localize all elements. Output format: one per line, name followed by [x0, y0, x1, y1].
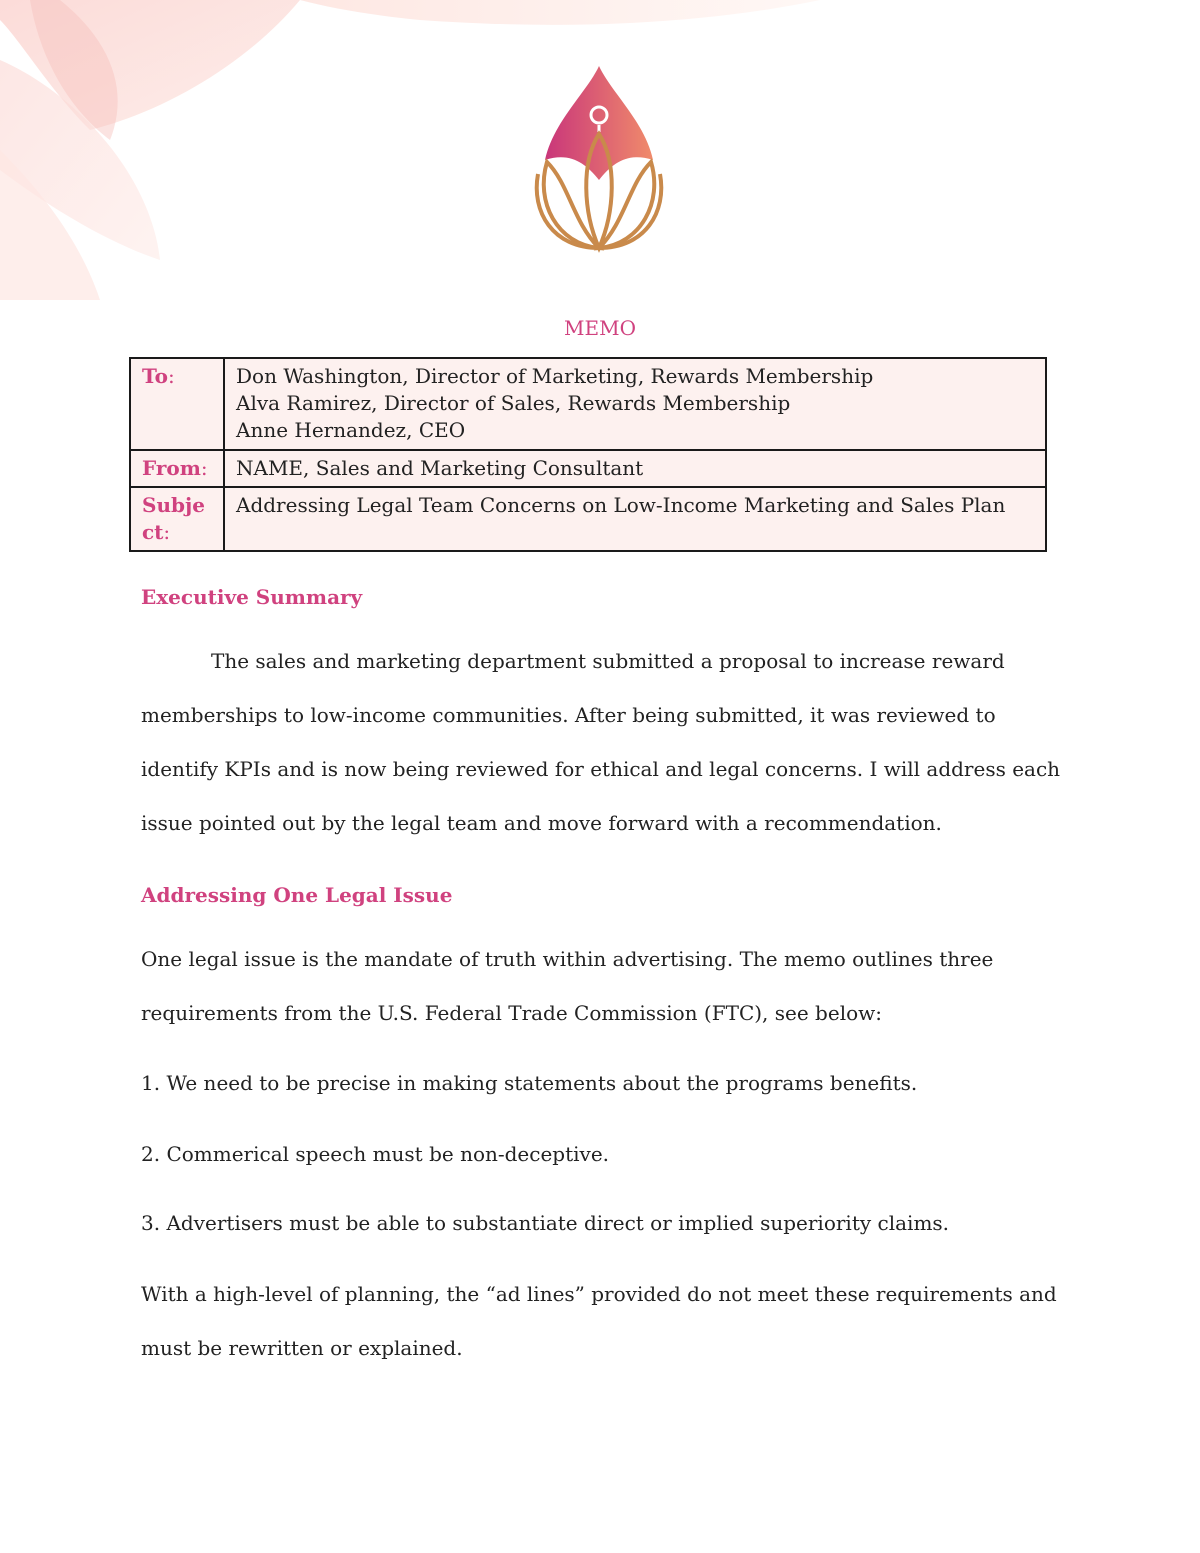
executive-summary-heading: Executive Summary [141, 585, 363, 609]
legal-issue-conclusion: With a high-level of planning, the “ad lines” provided do not meet these requirements and must be rewritten or explained. [141, 1282, 1057, 1360]
legal-issue-heading: Addressing One Legal Issue [141, 883, 453, 907]
requirement-item-3: 3. Advertisers must be able to substantiate direct or implied superiority claims. [141, 1211, 950, 1235]
subject-row [130, 487, 1046, 551]
requirement-item-2: 2. Commerical speech must be non-deceptive. [141, 1142, 610, 1166]
to-row [130, 358, 1046, 450]
recipient-line: Don Washington, Director of Marketing, Rewards Membership [236, 364, 874, 388]
subject-value: Addressing Legal Team Concerns on Low-Income Marketing and Sales Plan [224, 487, 1046, 551]
subject-label: Subject: [130, 487, 224, 551]
to-recipients [224, 358, 1046, 450]
lotus-drop-logo [533, 62, 665, 254]
memo-header-table [129, 357, 1047, 552]
recipient-line: Anne Hernandez, CEO [236, 418, 466, 442]
requirement-item-1: 1. We need to be precise in making statements about the programs benefits. [141, 1071, 918, 1095]
legal-issue-intro: One legal issue is the mandate of truth within advertising. The memo outlines three requirements from the U.S. Federal Trade Commission (FTC), see below: [141, 947, 994, 1025]
recipient-line: Alva Ramirez, Director of Sales, Rewards Membership [236, 391, 791, 415]
from-label: From: [130, 450, 224, 487]
to-label: To: [130, 358, 224, 450]
memo-title: MEMO [564, 316, 636, 340]
from-value: NAME, Sales and Marketing Consultant [224, 450, 1046, 487]
from-row [130, 450, 1046, 487]
executive-summary-body: The sales and marketing department submitted a proposal to increase reward memberships to low-income communities. After being submitted, it was reviewed to identify KPIs and is now being reviewed for ethical and legal concerns. I will address each issue pointed out by the legal team and move forward with a recommendation. [141, 649, 1061, 835]
